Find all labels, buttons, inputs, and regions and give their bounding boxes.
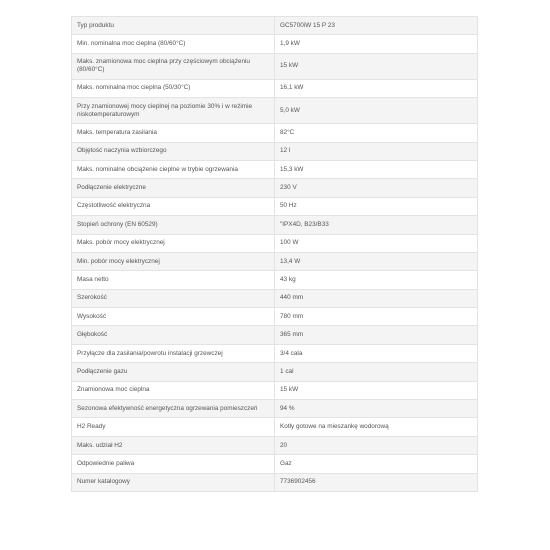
spec-table-body: [72, 17, 478, 492]
spec-row-max-supply-temperature: [72, 124, 478, 142]
spec-value: 440 mm: [275, 289, 478, 307]
spec-value: 780 mm: [275, 308, 478, 326]
spec-value: Kotły gotowe na mieszankę wodorową: [275, 418, 478, 436]
spec-value: 15 kW: [275, 381, 478, 399]
spec-row-electrical-connection: [72, 179, 478, 197]
spec-label: H2 Ready: [72, 418, 275, 436]
spec-value: 20: [275, 436, 478, 454]
spec-value: 43 kg: [275, 271, 478, 289]
spec-row-width: [72, 289, 478, 307]
spec-value: 12 l: [275, 142, 478, 160]
spec-row-min-heat-output: [72, 35, 478, 53]
spec-row-product-type: [72, 17, 478, 35]
spec-row-min-power-consumption: [72, 252, 478, 270]
spec-label: Min. pobór mocy elektrycznej: [72, 252, 275, 270]
spec-label: Podłączenie gazu: [72, 363, 275, 381]
spec-row-h2-ready: [72, 418, 478, 436]
spec-label: Maks. nominalna moc cieplna (50/30°C): [72, 79, 275, 97]
spec-label: Przyłącze dla zasilania/powrotu instalacji grzewczej: [72, 344, 275, 362]
spec-label: Numer katalogowy: [72, 473, 275, 491]
spec-label: Objętość naczynia wzbiorczego: [72, 142, 275, 160]
spec-row-max-h2-share: [72, 436, 478, 454]
spec-row-max-partial-load-output: [72, 53, 478, 79]
spec-label: Maks. nominalne obciążenie cieplne w trybie ogrzewania: [72, 160, 275, 178]
spec-value: Gaz: [275, 455, 478, 473]
spec-label: Znamionowa moc cieplna: [72, 381, 275, 399]
spec-label: Stopień ochrony (EN 60529): [72, 216, 275, 234]
spec-table: [71, 16, 478, 492]
spec-value: 7736902456: [275, 473, 478, 491]
spec-row-gas-connection: [72, 363, 478, 381]
spec-label: Odpowiednie paliwa: [72, 455, 275, 473]
spec-value: 15,3 kW: [275, 160, 478, 178]
spec-row-catalog-number: [72, 473, 478, 491]
spec-value: 365 mm: [275, 326, 478, 344]
spec-value: 16,1 kW: [275, 79, 478, 97]
spec-row-max-heat-output-50-30: [72, 79, 478, 97]
spec-value: 50 Hz: [275, 197, 478, 215]
spec-row-rated-heat-output: [72, 381, 478, 399]
spec-value: 5,0 kW: [275, 98, 478, 124]
spec-label: Masa netto: [72, 271, 275, 289]
spec-label: Maks. udział H2: [72, 436, 275, 454]
spec-row-max-heat-load: [72, 160, 478, 178]
spec-value: 100 W: [275, 234, 478, 252]
spec-row-output-30-percent: [72, 98, 478, 124]
spec-label: Szerokość: [72, 289, 275, 307]
spec-row-protection-class: [72, 216, 478, 234]
spec-value: 13,4 W: [275, 252, 478, 270]
spec-row-suitable-fuels: [72, 455, 478, 473]
spec-row-depth: [72, 326, 478, 344]
spec-value: 1,9 kW: [275, 35, 478, 53]
spec-value: 1 cal: [275, 363, 478, 381]
spec-value: 3/4 cala: [275, 344, 478, 362]
spec-label: Głębokość: [72, 326, 275, 344]
spec-value: 94 %: [275, 400, 478, 418]
spec-row-net-weight: [72, 271, 478, 289]
spec-label: Podłączenie elektryczne: [72, 179, 275, 197]
spec-row-height: [72, 308, 478, 326]
spec-label: Maks. znamionowa moc cieplna przy częściowym obciążeniu (80/60°C): [72, 53, 275, 79]
spec-row-expansion-vessel-volume: [72, 142, 478, 160]
spec-row-max-power-consumption: [72, 234, 478, 252]
spec-label: Typ produktu: [72, 17, 275, 35]
spec-label: Częstotliwość elektryczna: [72, 197, 275, 215]
spec-value: 230 V: [275, 179, 478, 197]
spec-label: Min. nominalna moc cieplna (80/60°C): [72, 35, 275, 53]
spec-value: 82°C: [275, 124, 478, 142]
spec-label: Maks. temperatura zasilania: [72, 124, 275, 142]
spec-row-electrical-frequency: [72, 197, 478, 215]
spec-value: GC5700iW 15 P 23: [275, 17, 478, 35]
spec-value: "IPX4D, B23/B33: [275, 216, 478, 234]
spec-row-heating-connection: [72, 344, 478, 362]
spec-label: Maks. pobór mocy elektrycznej: [72, 234, 275, 252]
spec-row-seasonal-efficiency: [72, 400, 478, 418]
spec-label: Sezonowa efektywność energetyczna ogrzewania pomieszczeń: [72, 400, 275, 418]
spec-label: Wysokość: [72, 308, 275, 326]
spec-value: 15 kW: [275, 53, 478, 79]
spec-label: Przy znamionowej mocy cieplnej na poziomie 30% i w reżimie niskotemperaturowym: [72, 98, 275, 124]
